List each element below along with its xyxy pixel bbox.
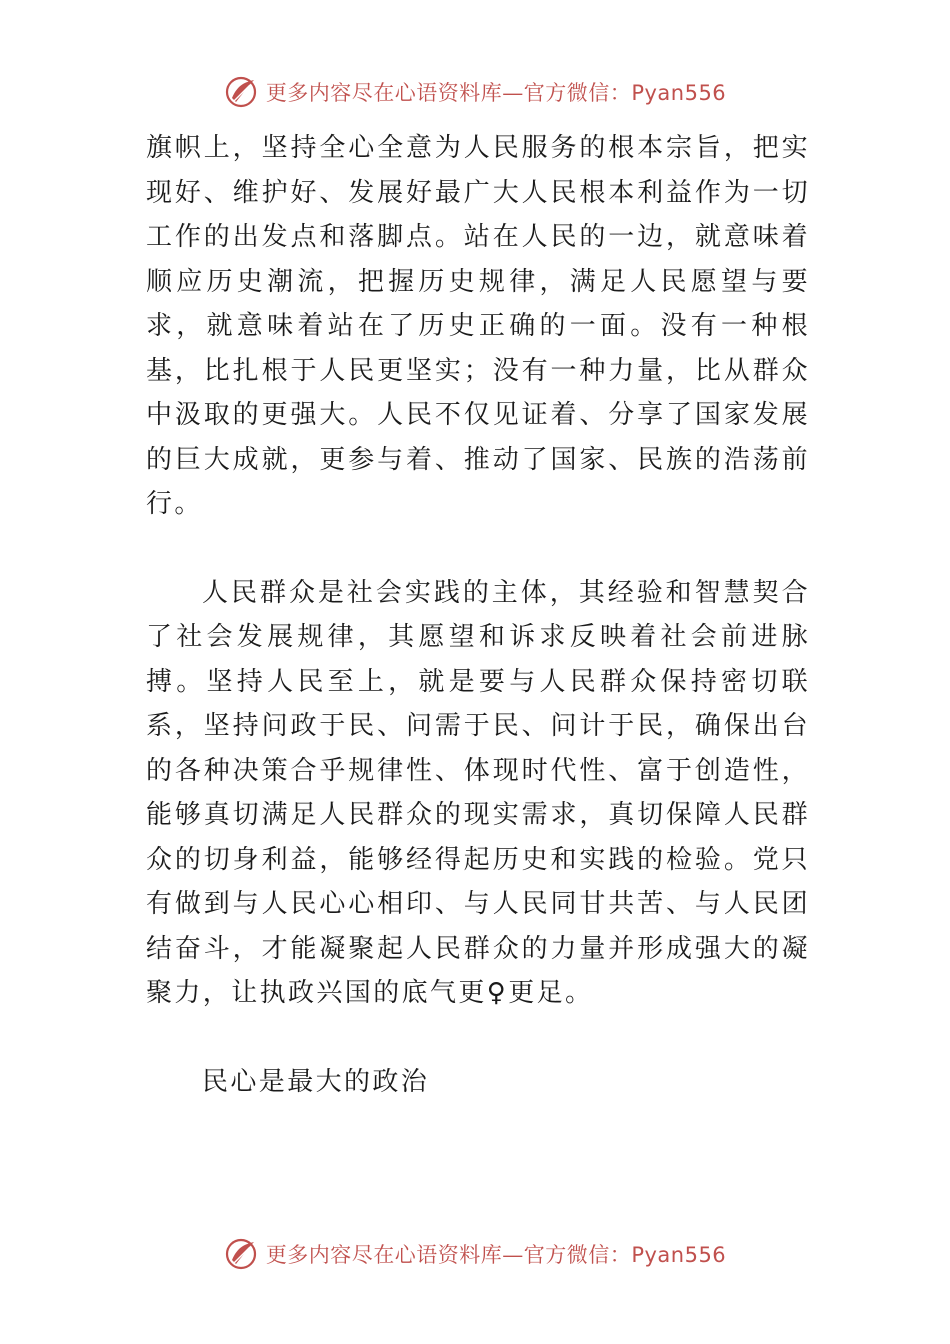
logo-icon [224,74,260,110]
watermark-text: 更多内容尽在心语资料库—官方微信：Pyan556 [265,1243,727,1267]
paragraph-2: 人民群众是社会实践的主体，其经验和智慧契合了社会发展规律，其愿望和诉求反映着社会前进脉搏。坚持人民至上，就是要与人民群众保持密切联系，坚持问政于民、问需于民、问计于民，确保出台的各种决策合乎规律性、体现时代性、富于创造性，能够真切满足人民群众的现实需求，真切保障人民群众的切身利益，能够经得起历史和实践的检验。党只有做到与人民心心相印、与人民同甘共苦、与人民团结奋斗，才能凝聚起人民群众的力量并形成强大的凝聚力，让执政兴国的底气更♀更足。 [146,577,810,1008]
section-heading: 民心是最大的政治 [202,1066,430,1097]
footer-watermark [0,1232,950,1276]
document-body [146,126,810,1104]
logo-icon [224,1236,260,1272]
paragraph-1: 旗帜上，坚持全心全意为人民服务的根本宗旨，把实现好、维护好、发展好最广大人民根本利益作为一切工作的出发点和落脚点。站在人民的一边，就意味着顺应历史潮流，把握历史规律，满足人民愿望与要求，就意味着站在了历史正确的一面。没有一种根基，比扎根于人民更坚实；没有一种力量，比从群众中汲取的更强大。人民不仅见证着、分享了国家发展的巨大成就，更参与着、推动了国家、民族的浩荡前行。 [146,133,810,519]
watermark-text: 更多内容尽在心语资料库—官方微信：Pyan556 [265,81,727,105]
header-watermark [0,70,950,114]
